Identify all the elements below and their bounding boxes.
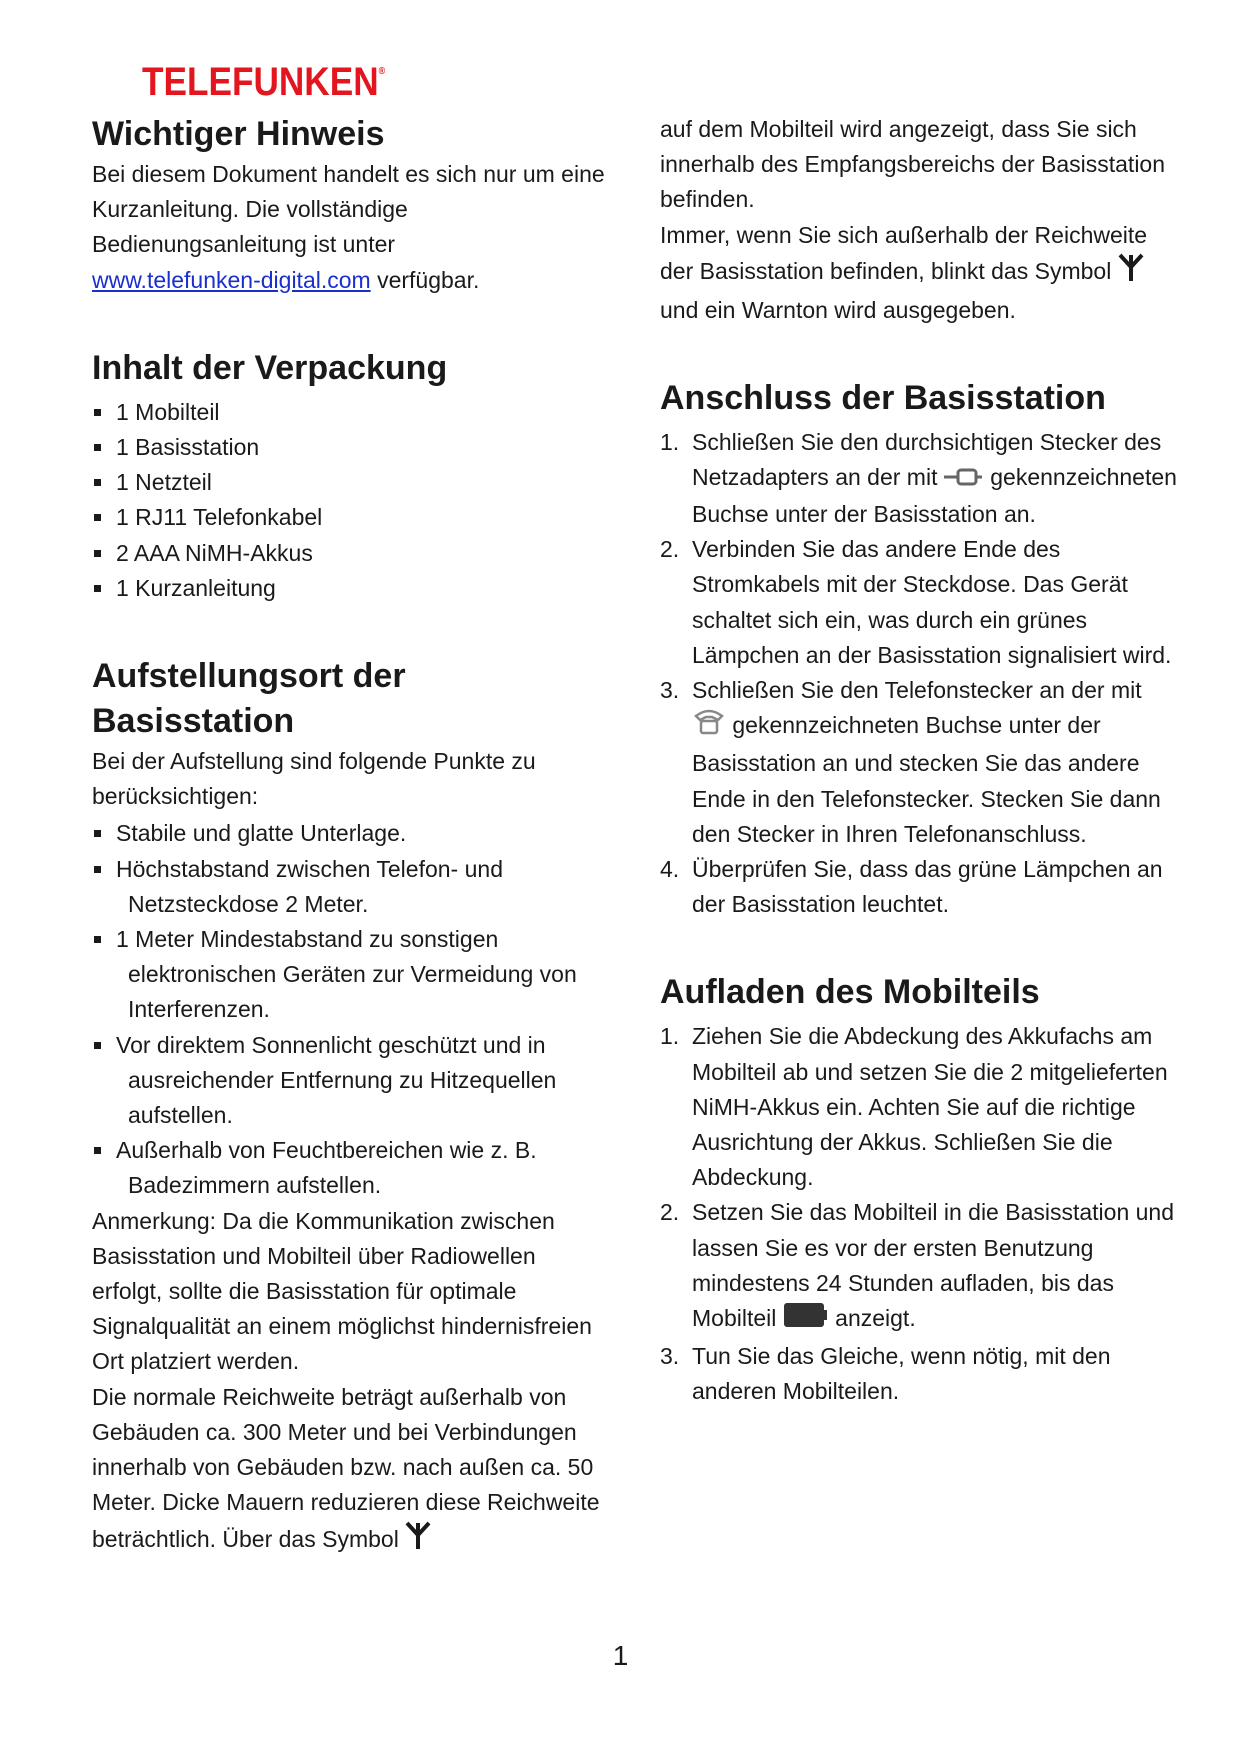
list-item: 1 Netzteil (92, 465, 612, 500)
list-item: 1 RJ11 Telefonkabel (92, 500, 612, 535)
list-item: 1 Basisstation (92, 430, 612, 465)
range-text: Die normale Reichweite beträgt außerhalb von Gebäuden ca. 300 Meter und bei Verbindungen innerhalb von Gebäuden bzw. nach außen ca. 50 Meter. Dicke Mauern reduzieren diese Reichweite beträchtlich. Über das Symbol (92, 1380, 612, 1561)
left-column (92, 112, 612, 1561)
list-item: 2. Setzen Sie das Mobilteil in die Basisstation und lassen Sie es vor der ersten Benutzung mindestens 24 Stunden aufladen, bis das Mobilteil anzeigt. (660, 1195, 1180, 1339)
antenna-icon (1118, 253, 1144, 293)
list-item: 1 Kurzanleitung (92, 571, 612, 606)
page-number: 1 (612, 1640, 629, 1671)
list-item: 3. Schließen Sie den Telefonstecker an der mit gekennzeichneten Buchse unter der Basisstation an und stecken Sie das andere Ende in den Telefonstecker. Stecken Sie dann den Stecker in Ihren Telefonanschluss. (660, 676, 1161, 847)
list-item: Stabile und glatte Unterlage. (92, 816, 612, 851)
website-link[interactable]: www.telefunken-digital.com (92, 266, 371, 293)
list-item: 3. Tun Sie das Gleiche, wenn nötig, mit den anderen Mobilteilen. (660, 1343, 1111, 1405)
connect-steps (660, 425, 1180, 922)
list-item: Höchstabstand zwischen Telefon- und Netzsteckdose 2 Meter. (92, 852, 612, 922)
heading-charge-handset: Aufladen des Mobilteils (660, 973, 1040, 1012)
heading-connect-base: Anschluss der Basisstation (660, 379, 1106, 418)
placement-intro: Bei der Aufstellung sind folgende Punkte zu berücksichtigen: (92, 748, 536, 810)
heading-placement: Aufstellungsort der Basisstation (92, 657, 406, 741)
list-item: 1 Mobilteil (92, 395, 612, 430)
placement-list (92, 816, 612, 1203)
list-item: 1. Schließen Sie den durchsichtigen Stecker des Netzadapters an der mit gekennzeichneten Buchse unter der Basisstation an. (660, 429, 1177, 527)
range-continued: auf dem Mobilteil wird angezeigt, dass Sie sich innerhalb des Empfangsbereichs der Basisstation befinden. (660, 116, 1166, 213)
power-plug-icon (944, 462, 984, 497)
charge-steps (660, 1019, 1180, 1409)
antenna-icon (405, 1521, 431, 1561)
list-item: 4. Überprüfen Sie, dass das grüne Lämpchen an der Basisstation leuchtet. (660, 855, 1163, 918)
list-item: Außerhalb von Feuchtbereichen wie z. B. Badezimmern aufstellen. (92, 1133, 612, 1203)
brand-name: TELEFUNKEN (142, 60, 379, 104)
placement-note: Anmerkung: Da die Kommunikation zwischen Basisstation und Mobilteil über Radiowellen erfolgt, sollte die Basisstation für optimale Signalqualität an einem möglichst hindernisfreien Ort platziert werden. (92, 1207, 592, 1375)
range-warning: Immer, wenn Sie sich außerhalb der Reichweite der Basisstation befinden, blinkt das Symbol und ein Warnton wird ausgegeben. (660, 221, 1148, 324)
list-item: 2. Verbinden Sie das andere Ende des Stromkabels mit der Steckdose. Das Gerät schaltet sich ein, was durch ein grünes Lämpchen an der Basisstation signalisiert wird. (660, 536, 1172, 668)
notice-text: Bei diesem Dokument handelt es sich nur um eine Kurzanleitung. Die vollständige Bedienungsanleitung ist unter www.telefunken-digital.com verfügbar. (92, 161, 605, 293)
heading-package-contents: Inhalt der Verpackung (92, 348, 448, 387)
right-column (660, 112, 1180, 1410)
list-item: Vor direktem Sonnenlicht geschützt und in ausreichender Entfernung zu Hitzequellen aufstellen. (92, 1028, 612, 1134)
list-item: 1 Meter Mindestabstand zu sonstigen elektronischen Geräten zur Vermeidung von Interferenzen. (92, 922, 612, 1028)
list-item: 2 AAA NiMH-Akkus (92, 536, 612, 571)
battery-full-icon (783, 1301, 829, 1339)
phone-jack-icon (692, 708, 726, 746)
package-contents-list (92, 395, 612, 606)
telefunken-logo (142, 60, 385, 105)
list-item: 1. Ziehen Sie die Abdeckung des Akkufachs am Mobilteil ab und setzen Sie die 2 mitgelieferten NiMH-Akkus ein. Achten Sie auf die richtige Ausrichtung der Akkus. Schließen Sie die Abdeckung. (660, 1023, 1168, 1191)
trademark-sign: ® (378, 66, 386, 77)
heading-important-notice: Wichtiger Hinweis (92, 115, 385, 153)
